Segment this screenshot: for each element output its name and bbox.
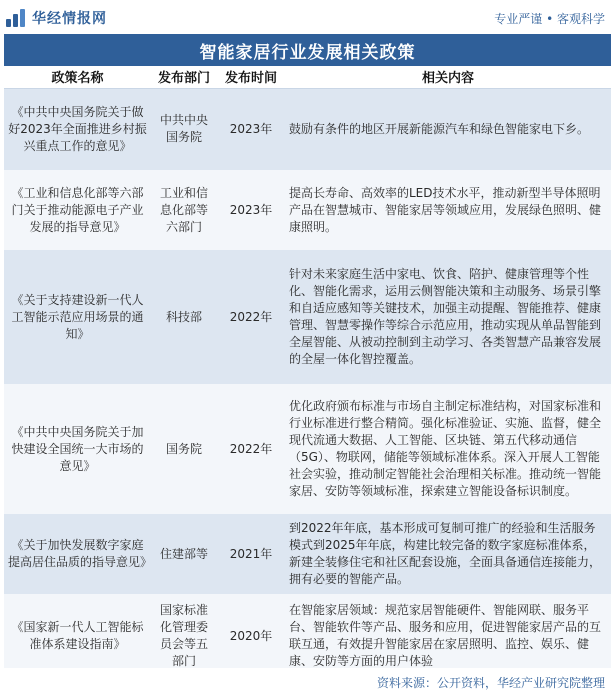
bar-chart-logo-icon xyxy=(6,9,26,27)
logo xyxy=(6,8,107,28)
policy-content: 提高长寿命、高效率的LED技术水平，推动新型半导体照明产品在智慧城市、智能家居等领域应用，发展绿色照明、健康照明。 xyxy=(285,170,611,250)
policy-table xyxy=(4,66,611,678)
column-header-content: 相关内容 xyxy=(285,66,611,88)
policy-dept: 中共中央国务院 xyxy=(151,88,217,170)
policy-content: 针对未来家庭生活中家电、饮食、陪护、健康管理等个性化、智能化需求，运用云侧智能决策和主动服务、场景引擎和自适应感知等关键技术，加强主动提醒、智能推荐、健康管理、智慧零操作等综合示范应用，推动实现从单品智能到全屋智能、从被动控制到主动学习、各类智慧产品兼容发展的全屋一体化智控覆盖。 xyxy=(285,250,611,384)
source-note: 资料来源：公开资料，华经产业研究院整理 xyxy=(376,676,605,690)
policy-date: 2020年 xyxy=(217,594,285,678)
policy-dept: 国务院 xyxy=(151,384,217,514)
policy-date: 2021年 xyxy=(217,514,285,594)
table-row xyxy=(4,250,611,384)
policy-name: 《中共中央国务院关于加快建设全国统一大市场的意见》 xyxy=(4,384,151,514)
policy-name: 《关于支持建设新一代人工智能示范应用场景的通知》 xyxy=(4,250,151,384)
page-title: 智能家居行业发展相关政策 xyxy=(4,34,611,66)
footer xyxy=(0,668,615,697)
column-header-name: 政策名称 xyxy=(4,66,151,88)
policy-name: 《工业和信息化部等六部门关于推动能源电子产业发展的指导意见》 xyxy=(4,170,151,250)
policy-content: 鼓励有条件的地区开展新能源汽车和绿色智能家电下乡。 xyxy=(285,88,611,170)
policy-date: 2023年 xyxy=(217,88,285,170)
policy-name: 《关于加快发展数字家庭提高居住品质的指导意见》 xyxy=(4,514,151,594)
table-row xyxy=(4,170,611,250)
slogan: 专业严谨 • 客观科学 xyxy=(494,12,605,26)
table-row xyxy=(4,594,611,678)
policy-content: 优化政府颁布标准与市场自主制定标准结构，对国家标准和行业标准进行整合精简。强化标准验证、实施、监督，健全现代流通大数据、人工智能、区块链、第五代移动通信（5G）、物联网，储能等领域标准体系。深入开展人工智能社会实验，推动制定智能社会治理相关标准。推动统一智能家居、安防等领域标准，探索建立智能设备标识制度。 xyxy=(285,384,611,514)
policy-dept: 住建部等 xyxy=(151,514,217,594)
logo-text: 华经情报网 xyxy=(32,11,107,27)
column-header-date: 发布时间 xyxy=(217,66,285,88)
table-row xyxy=(4,384,611,514)
policy-name: 《中共中央国务院关于做好2023年全面推进乡村振兴重点工作的意见》 xyxy=(4,88,151,170)
policy-date: 2022年 xyxy=(217,250,285,384)
table-row xyxy=(4,88,611,170)
policy-dept: 国家标准化管理委员会等五部门 xyxy=(151,594,217,678)
policy-date: 2022年 xyxy=(217,384,285,514)
policy-date: 2023年 xyxy=(217,170,285,250)
policy-content: 到2022年年底，基本形成可复制可推广的经验和生活服务模式到2025年年底，构建比较完备的数字家庭标准体系，新建全装修住宅和社区配套设施，全面具备通信连接能力，拥有必要的智能产品。 xyxy=(285,514,611,594)
table-header-row xyxy=(4,66,611,88)
table-row xyxy=(4,514,611,594)
column-header-dept: 发布部门 xyxy=(151,66,217,88)
policy-content: 在智能家居领域：规范家居智能硬件、智能网联、服务平台、智能软件等产品、服务和应用，促进智能家居产品的互联互通，有效提升智能家居在家居照明、监控、娱乐、健康、安防等方面的用户体验 xyxy=(285,594,611,678)
policy-dept: 科技部 xyxy=(151,250,217,384)
policy-dept: 工业和信息化部等六部门 xyxy=(151,170,217,250)
policy-name: 《国家新一代人工智能标准体系建设指南》 xyxy=(4,594,151,678)
top-bar xyxy=(0,0,615,34)
